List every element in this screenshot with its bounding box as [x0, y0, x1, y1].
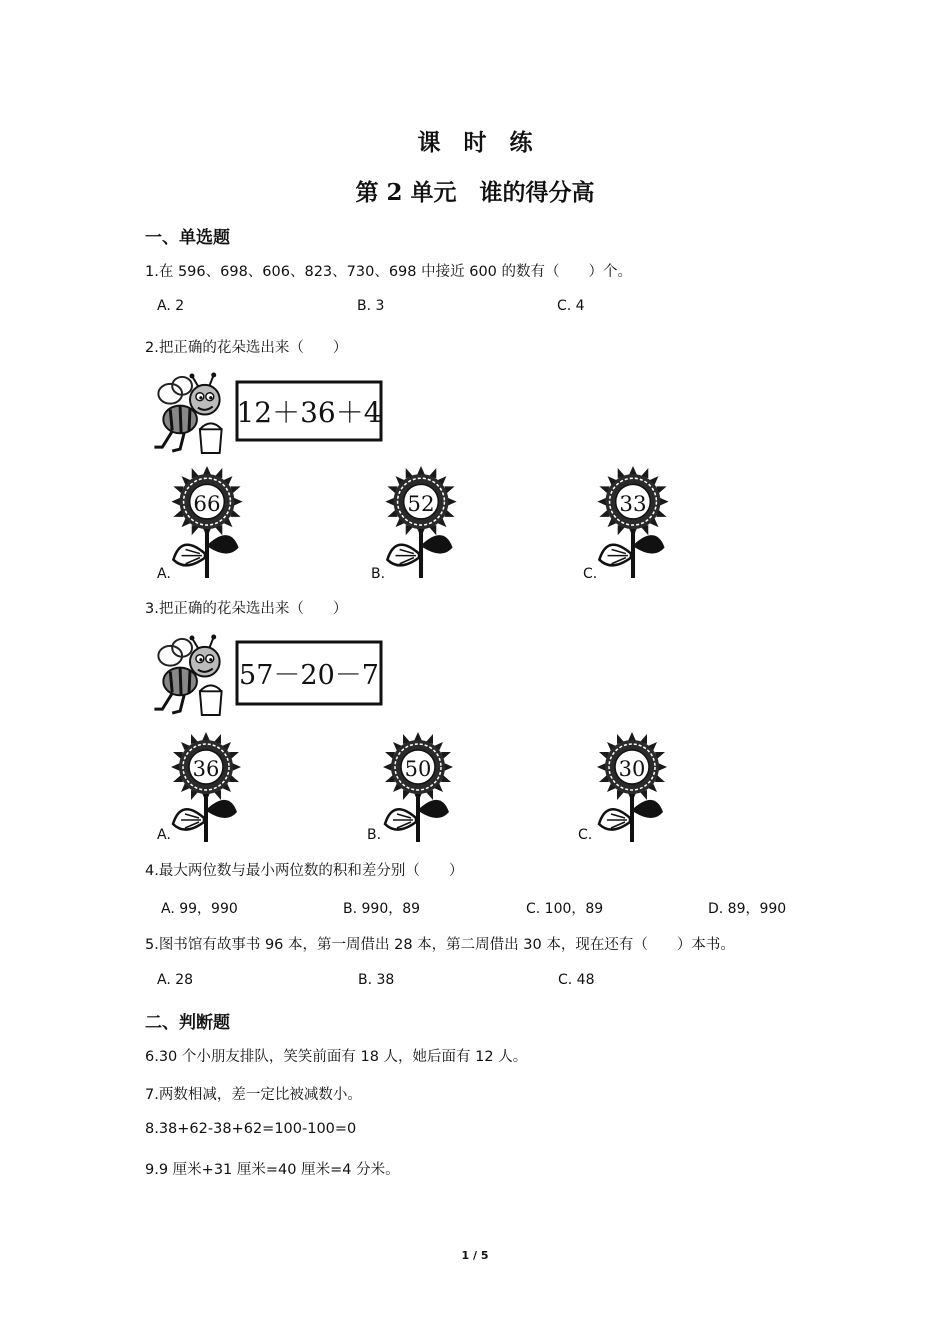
- q2-flower-c: [597, 466, 669, 578]
- sunflower-icon: [385, 466, 456, 578]
- q3-flower-c: [596, 732, 668, 842]
- sunflower-icon: [171, 732, 241, 842]
- question-9: 9.9 厘米+31 厘米=40 厘米=4 分米。: [145, 1162, 400, 1178]
- q2-expression: 12＋36＋4: [236, 396, 382, 429]
- question-7: 7.两数相减，差一定比被减数小。: [145, 1087, 362, 1103]
- question-3: 3.把正确的花朵选出来（ ）: [145, 601, 348, 617]
- q1-option-b: B. 3: [357, 298, 385, 314]
- q3-flower-b: [382, 732, 454, 842]
- bee-icon: [154, 372, 221, 453]
- q5-option-a: A. 28: [157, 972, 194, 988]
- q4-option-d: D. 89，990: [708, 901, 787, 917]
- question-5: 5.图书馆有故事书 96 本，第一周借出 28 本，第二周借出 30 本，现在还有（ ）本书。: [145, 937, 735, 953]
- q3-option-b: B.: [367, 827, 382, 843]
- q2-flower-c-number: 33: [619, 491, 647, 517]
- q2-option-b: B.: [371, 566, 386, 582]
- q3-option-a: A.: [157, 827, 171, 843]
- q4-option-b: B. 990，89: [343, 901, 421, 917]
- q2-flower-b-number: 52: [407, 491, 435, 517]
- sunflower-icon: [171, 466, 242, 578]
- q3-flower-b-number: 50: [404, 757, 432, 781]
- q2-flower-a-number: 66: [193, 491, 221, 517]
- sunflower-icon: [597, 466, 668, 578]
- q2-option-c: C.: [583, 566, 598, 582]
- q3-flower-a-number: 36: [192, 757, 220, 781]
- sunflower-icon: [597, 732, 667, 842]
- q4-option-c: C. 100，89: [526, 901, 604, 917]
- section-heading-true-false: 二、判断题: [145, 1013, 230, 1033]
- q3-bee-figure: [145, 628, 385, 720]
- question-4: 4.最大两位数与最小两位数的积和差分别（ ）: [145, 863, 464, 879]
- q2-bee-figure: [145, 368, 385, 458]
- q3-option-c: C.: [578, 827, 593, 843]
- q1-option-c: C. 4: [557, 298, 585, 314]
- q2-flower-a: [168, 466, 246, 578]
- q2-option-a: A.: [157, 566, 171, 582]
- question-6: 6.30 个小朋友排队，笑笑前面有 18 人，她后面有 12 人。: [145, 1049, 528, 1065]
- q3-flower-a: [170, 732, 242, 842]
- bee-icon: [154, 634, 221, 715]
- section-heading-single-choice: 一、单选题: [145, 228, 230, 248]
- question-1: 1.在 596、698、606、823、730、698 中接近 600 的数有（ ）个。: [145, 264, 633, 280]
- q3-flower-c-number: 30: [618, 757, 646, 781]
- q5-option-b: B. 38: [358, 972, 395, 988]
- sunflower-icon: [383, 732, 453, 842]
- unit-subtitle: 第 2 单元 谁的得分高: [355, 179, 595, 206]
- page-number: 1 / 5: [461, 1249, 489, 1262]
- q5-option-c: C. 48: [558, 972, 595, 988]
- page-title: 课 时 练: [417, 129, 533, 156]
- question-2: 2.把正确的花朵选出来（ ）: [145, 340, 348, 356]
- q1-option-a: A. 2: [157, 298, 185, 314]
- q3-expression: 57－20－7: [239, 660, 379, 691]
- q4-option-a: A. 99，990: [161, 901, 238, 917]
- question-8: 8.38+62-38+62=100-100=0: [145, 1121, 357, 1137]
- q2-flower-b: [385, 466, 457, 578]
